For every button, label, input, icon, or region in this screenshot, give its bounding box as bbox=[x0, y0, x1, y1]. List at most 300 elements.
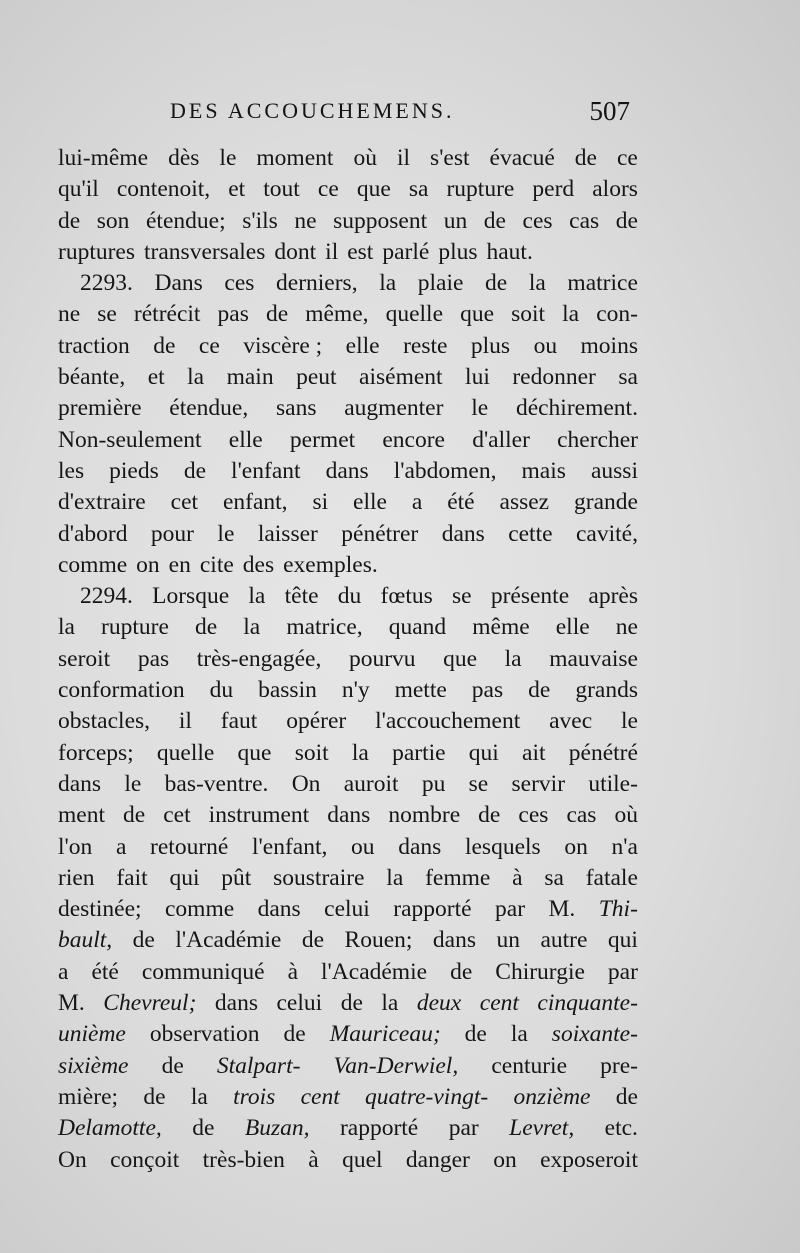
word: dans bbox=[398, 833, 442, 860]
word: soustraire bbox=[273, 864, 365, 891]
word: la bbox=[190, 1083, 208, 1110]
word: moment bbox=[256, 145, 334, 171]
word: elle bbox=[353, 489, 387, 516]
word: cent bbox=[300, 1083, 340, 1110]
word: sixième bbox=[58, 1052, 129, 1079]
word: un bbox=[496, 927, 520, 954]
word: dont bbox=[274, 238, 317, 265]
word: permet bbox=[289, 426, 356, 453]
word: de bbox=[58, 207, 81, 234]
word: l'Académie bbox=[321, 958, 428, 985]
word: ce bbox=[617, 145, 638, 171]
word: elle bbox=[228, 426, 263, 453]
word: destinée; bbox=[58, 896, 142, 923]
word: observation bbox=[149, 1021, 260, 1048]
word: de bbox=[143, 1083, 166, 1110]
word: de bbox=[192, 1115, 215, 1142]
text-line bbox=[58, 393, 638, 424]
word: cavité, bbox=[575, 520, 638, 547]
word: pourvu bbox=[348, 645, 416, 672]
word: quelle bbox=[385, 301, 443, 328]
text-line bbox=[58, 832, 638, 863]
word: tout bbox=[263, 176, 300, 203]
word: de bbox=[132, 927, 155, 954]
word: fœtus bbox=[380, 583, 433, 610]
word: plaie bbox=[417, 270, 464, 297]
word: pénétré bbox=[568, 739, 638, 766]
word: la bbox=[386, 864, 404, 891]
word: opérer bbox=[286, 708, 347, 735]
word: exemples. bbox=[283, 551, 378, 578]
word: pas bbox=[217, 301, 249, 328]
word: d'abord bbox=[58, 520, 128, 547]
word: 2293. bbox=[80, 270, 133, 297]
word: dans bbox=[58, 770, 102, 797]
text-line bbox=[58, 800, 638, 831]
word: ou bbox=[533, 332, 558, 359]
word: même, bbox=[305, 301, 369, 328]
word: a bbox=[58, 958, 69, 985]
word: On bbox=[58, 1146, 87, 1173]
word: de bbox=[485, 270, 508, 297]
word: des bbox=[242, 551, 275, 578]
word: lui bbox=[465, 364, 490, 391]
word: seroit bbox=[58, 645, 111, 672]
word: qu'il bbox=[58, 176, 99, 203]
word: elle bbox=[555, 614, 590, 641]
word: ou bbox=[351, 833, 375, 860]
word: celui bbox=[324, 896, 370, 923]
word: étendue, bbox=[169, 395, 249, 422]
word: quelle bbox=[156, 739, 215, 766]
word: est bbox=[347, 238, 374, 265]
word: dans bbox=[214, 990, 258, 1017]
word: laisser bbox=[257, 520, 318, 547]
text-line bbox=[58, 644, 638, 675]
word: première bbox=[58, 395, 142, 422]
word: etc. bbox=[604, 1115, 638, 1142]
word: et bbox=[228, 176, 246, 203]
word: l'Académie bbox=[175, 927, 282, 954]
word: se bbox=[97, 301, 117, 328]
word: quand bbox=[388, 614, 447, 641]
word: de bbox=[574, 145, 597, 171]
word: Thi- bbox=[598, 896, 638, 923]
word: centurie bbox=[491, 1052, 568, 1079]
text-line bbox=[58, 206, 638, 237]
word: n'y bbox=[341, 677, 370, 704]
word: alors bbox=[592, 176, 638, 203]
word: ne bbox=[615, 614, 638, 641]
text-line bbox=[58, 769, 638, 800]
word: Stalpart- bbox=[216, 1052, 301, 1079]
word: parlé bbox=[382, 238, 430, 265]
word: la bbox=[510, 1021, 528, 1048]
word: comme bbox=[164, 896, 235, 923]
word: trois bbox=[233, 1083, 276, 1110]
word: par bbox=[448, 1115, 479, 1142]
word: sans bbox=[276, 395, 317, 422]
word: assez bbox=[499, 489, 550, 516]
word: où bbox=[353, 145, 377, 171]
word: Delamotte, bbox=[58, 1115, 162, 1142]
word: a bbox=[411, 489, 423, 516]
word: Dans bbox=[154, 270, 203, 297]
text-line bbox=[58, 362, 638, 393]
word: se bbox=[468, 770, 489, 797]
text-line bbox=[58, 487, 638, 518]
word: rapporté bbox=[393, 896, 472, 923]
word: sa bbox=[408, 176, 429, 203]
word: plus bbox=[438, 238, 478, 265]
text-line bbox=[58, 1019, 638, 1050]
word: même bbox=[472, 614, 530, 641]
word: ce bbox=[317, 176, 339, 203]
word: pas bbox=[137, 645, 170, 672]
word: cent bbox=[479, 990, 519, 1017]
text-line bbox=[58, 425, 638, 456]
word: ment bbox=[58, 802, 105, 829]
word: l'enfant, bbox=[252, 833, 328, 860]
word: présente bbox=[490, 583, 570, 610]
word: soixante- bbox=[551, 1021, 638, 1048]
word: de bbox=[478, 802, 501, 829]
word: de bbox=[195, 614, 218, 641]
word: de bbox=[301, 927, 325, 954]
word: mais bbox=[521, 457, 566, 484]
word: par bbox=[495, 896, 526, 923]
text-line bbox=[58, 519, 638, 550]
body-text bbox=[58, 143, 638, 1176]
word: soit bbox=[294, 739, 329, 766]
text-line bbox=[58, 1145, 638, 1176]
word: on bbox=[493, 1146, 517, 1173]
word: que bbox=[237, 739, 272, 766]
word: grands bbox=[575, 677, 638, 704]
word: le bbox=[219, 145, 237, 171]
word: encore bbox=[382, 426, 445, 453]
word: soit bbox=[511, 301, 546, 328]
word: de bbox=[161, 1052, 184, 1079]
word: pas bbox=[471, 677, 504, 704]
word: la bbox=[187, 364, 205, 391]
word: étendue; bbox=[146, 207, 226, 234]
word: un bbox=[443, 207, 468, 234]
text-line bbox=[58, 456, 638, 487]
word: dans bbox=[257, 896, 301, 923]
word: On bbox=[291, 770, 321, 797]
word: supposent bbox=[333, 207, 428, 234]
word: mauvaise bbox=[549, 645, 638, 672]
word: retourné bbox=[150, 833, 229, 860]
text-line bbox=[58, 675, 638, 706]
word: ne bbox=[58, 301, 81, 328]
word: quel bbox=[342, 1146, 383, 1173]
word: ces bbox=[224, 270, 255, 297]
word: moins bbox=[580, 332, 638, 359]
word: la bbox=[58, 614, 75, 641]
word: d'extraire bbox=[58, 489, 146, 516]
word: conçoit bbox=[110, 1146, 180, 1173]
word: Van-Derwiel, bbox=[333, 1052, 459, 1079]
word: la bbox=[562, 301, 580, 328]
word: déchirement. bbox=[515, 395, 638, 422]
word: dans bbox=[327, 802, 371, 829]
word: la bbox=[248, 583, 266, 610]
word: a bbox=[115, 833, 127, 860]
word: si bbox=[312, 489, 329, 516]
word: et bbox=[147, 364, 165, 391]
word: fatale bbox=[585, 864, 638, 891]
word: du bbox=[209, 677, 234, 704]
word: auroit bbox=[343, 770, 399, 797]
word: il bbox=[178, 708, 192, 735]
word: transversales bbox=[144, 238, 266, 265]
word: danger bbox=[405, 1146, 470, 1173]
word: Buzan, bbox=[244, 1115, 310, 1142]
word: pu bbox=[421, 770, 446, 797]
text-line bbox=[58, 268, 638, 299]
word: lui-même bbox=[58, 145, 149, 171]
word: redonner bbox=[512, 364, 596, 391]
word: béante, bbox=[58, 364, 126, 391]
word: mette bbox=[394, 677, 447, 704]
word: utile- bbox=[588, 770, 638, 797]
word: ruptures bbox=[58, 238, 136, 265]
word: enfant, bbox=[222, 489, 288, 516]
word: dès bbox=[168, 145, 200, 171]
word: peut bbox=[296, 364, 337, 391]
running-head: DES ACCOUCHEMENS. bbox=[170, 98, 455, 123]
word: main bbox=[226, 364, 274, 391]
word: il bbox=[396, 145, 411, 171]
word: dans bbox=[432, 927, 476, 954]
word: fait bbox=[116, 864, 148, 891]
word: onzième bbox=[513, 1083, 591, 1110]
word: celui bbox=[276, 990, 323, 1017]
page-header bbox=[170, 98, 630, 138]
word: faut bbox=[220, 708, 258, 735]
word: avec bbox=[549, 708, 593, 735]
text-line bbox=[58, 237, 638, 268]
word: on bbox=[136, 551, 160, 578]
word: comme bbox=[58, 551, 128, 578]
word: bault, bbox=[58, 927, 113, 954]
word: rupture bbox=[446, 176, 515, 203]
word: été bbox=[91, 958, 119, 985]
word: d'aller bbox=[472, 426, 530, 453]
word: Levret, bbox=[509, 1115, 575, 1142]
word: rétrécit bbox=[133, 301, 201, 328]
word: communiqué bbox=[141, 958, 265, 985]
word: matrice bbox=[567, 270, 638, 297]
word: nombre bbox=[388, 802, 461, 829]
word: été bbox=[447, 489, 475, 516]
word: où bbox=[614, 802, 638, 829]
text-line bbox=[58, 925, 638, 956]
word: s'est bbox=[430, 145, 470, 171]
word: M. bbox=[58, 990, 85, 1017]
word: de bbox=[265, 301, 289, 328]
word: perd bbox=[532, 176, 575, 203]
word: la bbox=[379, 270, 397, 297]
word: très-engagée, bbox=[196, 645, 322, 672]
word: de bbox=[450, 958, 473, 985]
word: la bbox=[381, 990, 399, 1017]
word: bassin bbox=[258, 677, 317, 704]
text-line bbox=[58, 863, 638, 894]
word: obstacles, bbox=[58, 708, 151, 735]
word: Rouen; bbox=[344, 927, 413, 954]
word: de bbox=[153, 332, 176, 359]
word: n'a bbox=[611, 833, 638, 860]
word: le bbox=[471, 395, 489, 422]
word: aisément bbox=[359, 364, 443, 391]
word: pénétrer bbox=[341, 520, 419, 547]
word: lesquels bbox=[464, 833, 541, 860]
word: sa bbox=[544, 864, 564, 891]
word: cet bbox=[163, 802, 191, 829]
word: chercher bbox=[557, 426, 638, 453]
word: cas bbox=[569, 207, 600, 234]
word: la bbox=[504, 645, 522, 672]
word: ait bbox=[522, 739, 546, 766]
word: que bbox=[356, 176, 391, 203]
word: conformation bbox=[58, 677, 185, 704]
word: plus bbox=[470, 332, 511, 359]
word: partie bbox=[392, 739, 446, 766]
text-line bbox=[58, 738, 638, 769]
word: la bbox=[528, 270, 546, 297]
word: autre bbox=[540, 927, 588, 954]
word: l'on bbox=[58, 833, 93, 860]
word: derniers, bbox=[276, 270, 358, 297]
word: matrice, bbox=[286, 614, 363, 641]
word: de bbox=[340, 990, 363, 1017]
word: unième bbox=[58, 1021, 126, 1048]
word: traction bbox=[58, 332, 130, 359]
word: forceps; bbox=[58, 739, 134, 766]
word: la bbox=[351, 739, 369, 766]
text-line bbox=[58, 550, 638, 581]
word: en bbox=[168, 551, 191, 578]
word: il bbox=[325, 238, 339, 265]
word: de bbox=[483, 207, 506, 234]
word: Chirurgie bbox=[495, 958, 585, 985]
word: de bbox=[528, 677, 551, 704]
word: pût bbox=[221, 864, 252, 891]
word: qui bbox=[169, 864, 200, 891]
word: de bbox=[123, 802, 146, 829]
word: Non-seulement bbox=[58, 426, 202, 453]
word: rien bbox=[58, 864, 95, 891]
word: augmenter bbox=[344, 395, 444, 422]
word: par bbox=[607, 958, 638, 985]
word: sa bbox=[618, 364, 638, 391]
word: con- bbox=[596, 301, 638, 328]
word: à bbox=[308, 1146, 319, 1173]
word: à bbox=[512, 864, 523, 891]
word: de bbox=[283, 1021, 306, 1048]
word: exposeroit bbox=[540, 1146, 638, 1173]
word: contenoit, bbox=[116, 176, 211, 203]
text-line bbox=[58, 581, 638, 612]
word: cinquante- bbox=[537, 990, 638, 1017]
word: servir bbox=[511, 770, 566, 797]
text-line bbox=[58, 894, 638, 925]
word: on bbox=[564, 833, 588, 860]
word: viscère ; bbox=[243, 332, 323, 359]
word: la bbox=[243, 614, 261, 641]
word: se bbox=[452, 583, 472, 610]
word: l'abdomen, bbox=[393, 457, 497, 484]
word: aussi bbox=[590, 457, 638, 484]
text-line bbox=[58, 706, 638, 737]
word: rupture bbox=[101, 614, 169, 641]
word: de bbox=[615, 207, 638, 234]
text-line bbox=[58, 331, 638, 362]
word: dans bbox=[325, 457, 369, 484]
text-line bbox=[58, 174, 638, 205]
word: quatre-vingt- bbox=[365, 1083, 489, 1110]
word: Chevreul; bbox=[103, 990, 197, 1017]
word: le bbox=[124, 770, 142, 797]
word: bas-ventre. bbox=[164, 770, 269, 797]
word: rapporté bbox=[339, 1115, 419, 1142]
word: tête bbox=[284, 583, 319, 610]
word: M. bbox=[548, 896, 576, 923]
word: de bbox=[183, 457, 206, 484]
word: femme bbox=[425, 864, 491, 891]
word: pour bbox=[150, 520, 194, 547]
text-line bbox=[58, 1113, 638, 1144]
word: les bbox=[58, 457, 85, 484]
word: elle bbox=[345, 332, 380, 359]
word: ces bbox=[518, 802, 549, 829]
word: après bbox=[588, 583, 638, 610]
word: que bbox=[460, 301, 495, 328]
word: cas bbox=[566, 802, 597, 829]
text-line bbox=[58, 612, 638, 643]
word: l'accouchement bbox=[375, 708, 521, 735]
word: deux bbox=[416, 990, 462, 1017]
word: Lorsque bbox=[152, 583, 230, 610]
word: cite bbox=[199, 551, 234, 578]
text-line bbox=[58, 143, 638, 174]
word: haut. bbox=[486, 238, 533, 265]
page-number: 507 bbox=[589, 96, 630, 126]
text-line bbox=[58, 1082, 638, 1113]
word: ces bbox=[522, 207, 553, 234]
word: de bbox=[464, 1021, 487, 1048]
text-line bbox=[58, 299, 638, 330]
word: très-bien bbox=[202, 1146, 285, 1173]
word: ce bbox=[198, 332, 220, 359]
word: son bbox=[96, 207, 130, 234]
word: cette bbox=[508, 520, 553, 547]
word: reste bbox=[403, 332, 448, 359]
word: qui bbox=[468, 739, 499, 766]
word: cet bbox=[170, 489, 199, 516]
text-line bbox=[58, 988, 638, 1019]
word: pieds bbox=[109, 457, 159, 484]
word: s'ils bbox=[242, 207, 278, 234]
word: Mauriceau; bbox=[329, 1021, 441, 1048]
text-line bbox=[58, 957, 638, 988]
word: du bbox=[337, 583, 362, 610]
word: évacué bbox=[489, 145, 555, 171]
word: instrument bbox=[208, 802, 310, 829]
